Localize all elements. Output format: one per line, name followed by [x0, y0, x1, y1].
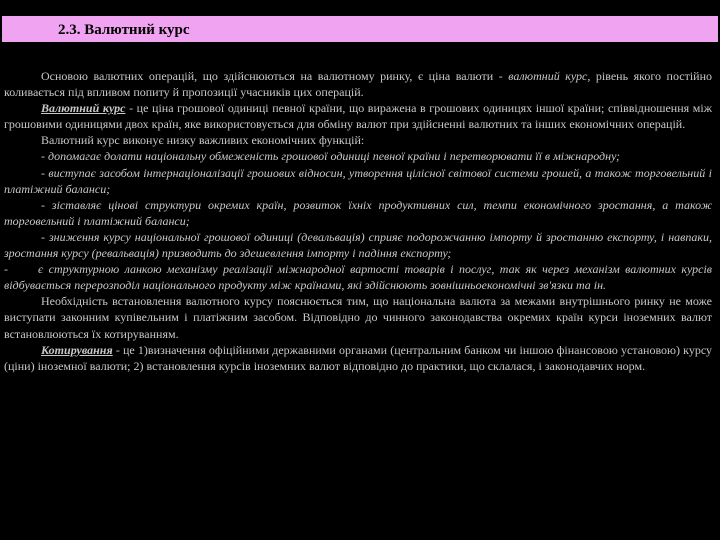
intro-term: валютний курс, — [508, 69, 591, 83]
definition-term: Валютний курс — [41, 101, 126, 116]
intro-text-a: Основою валютних операцій, що здійснюються на валютному ринку, є ціна валюти - — [41, 69, 509, 83]
function-item-5-dash: - — [4, 262, 8, 277]
slide-body — [4, 68, 712, 374]
function-item-1: - допомагає долати національну обмеженість грошової одиниці певної країни і перетворювати її в міжнародну; — [41, 149, 620, 164]
paragraph-necessity: Необхідність встановлення валютного курсу пояснюється тим, що національна валюта за межами внутрішнього ринку не може виступати законним купівельним і платіжним засобом. Відповідно до чинного законодавства окремих країн курси іноземних валют встановлюються їх котируванням. — [4, 294, 712, 341]
paragraph-functions-intro: Валютний курс виконує низку важливих економічних функцій: — [41, 133, 365, 148]
function-item-4: - зниження курсу національної грошової одиниці (девальвація) сприяє подорожчанню імпорту й зростанню експорту, і навпаки, зростання курсу (ревальвація) призводить до здешевлення імпорту і падіння експорту; — [4, 229, 712, 261]
paragraph-intro — [4, 68, 712, 100]
intro-text-c: рівень якого постійно коливається під впливом попиту й пропозиції учасників цих операцій. — [4, 69, 712, 100]
paragraph-definition — [4, 100, 712, 132]
function-item-5 — [4, 261, 712, 293]
function-item-3: - зіставляє цінові структури окремих країн, розвиток їхніх продуктивних сил, темпи економічного зростання, а також торговельний і платіжний баланси; — [4, 197, 712, 228]
function-item-5-text: є структурною ланкою механізму реалізації міжнародної вартості товарів і послуг, так як через механізм валютних курсів відбувається перерозподіл національного продукту між країнами, які здійснюють зовнішньоекономічні зв'язки та ін. — [4, 262, 712, 293]
slide-title: 2.3. Валютний курс — [2, 16, 718, 42]
quotation-term: Котирування — [41, 342, 113, 357]
paragraph-quotation — [4, 342, 712, 374]
quotation-text: - це 1)визначення офіційними державними органами (центральним банком чи іншою фінансовою установою) курсу (ціни) іноземної валюти; 2) встановлення курсів іноземних валют відповідно до практики, що склалася, і законодавчих норм. — [4, 342, 712, 373]
definition-text: - це ціна грошової одиниці певної країни, що виражена в грошових одиницях іншої країни; співвідношення між грошовими одиницями двох країн, яке використовується для обміну валют при здійсненні валютних та інших економічних операцій. — [4, 101, 712, 132]
function-item-2: - виступає засобом інтернаціоналізації грошових відносин, утворення цілісної світової системи грошей, а також торговельний і платіжний баланси; — [4, 165, 712, 196]
